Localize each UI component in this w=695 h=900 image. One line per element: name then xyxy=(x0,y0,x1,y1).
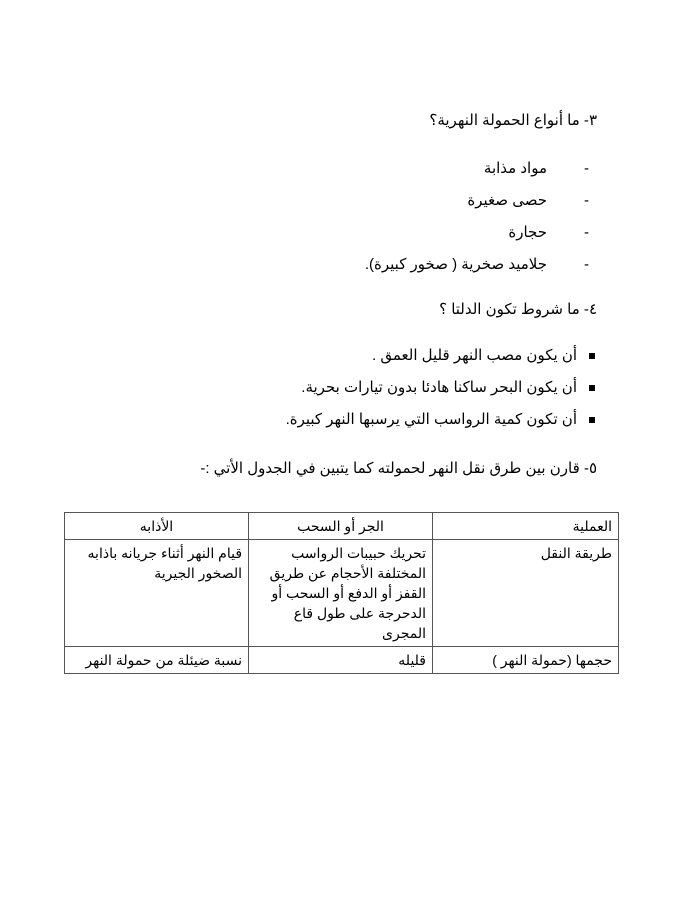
list-item xyxy=(365,191,589,223)
table-row xyxy=(65,647,619,674)
dash-marker: - xyxy=(584,160,589,177)
list-item-text: جلاميد صخرية ( صخور كبيرة). xyxy=(364,256,547,273)
question-5-title: ٥- قارن بين طرق نقل النهر لحمولته كما يتبين في الجدول الأتي :- xyxy=(200,460,597,477)
question-4-title: ٤- ما شروط تكون الدلتا ؟ xyxy=(439,301,597,318)
list-item-text: حجارة xyxy=(508,224,547,241)
table-cell: تحريك حبيبات الرواسب المختلفة الأحجام عن طريق القفز أو الدفع أو السحب أو الدحرجة على طول قاع المجرى xyxy=(249,540,433,647)
q3-list xyxy=(365,159,589,287)
square-bullet-icon xyxy=(589,353,595,359)
list-item-text: مواد مذابة xyxy=(483,160,547,177)
square-bullet-icon xyxy=(589,385,595,391)
table-header-cell: العملية xyxy=(433,513,619,540)
list-item xyxy=(365,159,589,191)
square-bullet-icon xyxy=(589,417,595,423)
table-row xyxy=(65,540,619,647)
table-cell: طريقة النقل xyxy=(433,540,619,647)
table-cell: حجمها (حمولة النهر ) xyxy=(433,647,619,674)
q4-list xyxy=(286,346,595,442)
list-item xyxy=(365,255,589,287)
list-item-text: أن يكون البحر ساكنا هادئا بدون تيارات بحرية. xyxy=(301,379,577,396)
dash-marker: - xyxy=(584,224,589,241)
comparison-table xyxy=(64,512,619,674)
list-item xyxy=(286,378,595,410)
dash-marker: - xyxy=(584,256,589,273)
table-cell: نسبة ضيئلة من حمولة النهر xyxy=(65,647,249,674)
table-cell: قيام النهر أثناء جريانه باذابه الصخور الجيرية xyxy=(65,540,249,647)
table-header-row xyxy=(65,513,619,540)
list-item xyxy=(286,346,595,378)
question-3-title: ٣- ما أنواع الحمولة النهرية؟ xyxy=(429,112,597,129)
list-item-text: حصى صغيرة xyxy=(467,192,547,209)
table-header-cell: الأذابه xyxy=(65,513,249,540)
table-header-cell: الجر أو السحب xyxy=(249,513,433,540)
list-item xyxy=(365,223,589,255)
list-item-text: أن يكون مصب النهر قليل العمق . xyxy=(372,347,577,364)
table-cell: قليله xyxy=(249,647,433,674)
dash-marker: - xyxy=(584,192,589,209)
list-item xyxy=(286,410,595,442)
list-item-text: أن تكون كمية الرواسب التي يرسبها النهر كبيرة. xyxy=(285,411,577,428)
